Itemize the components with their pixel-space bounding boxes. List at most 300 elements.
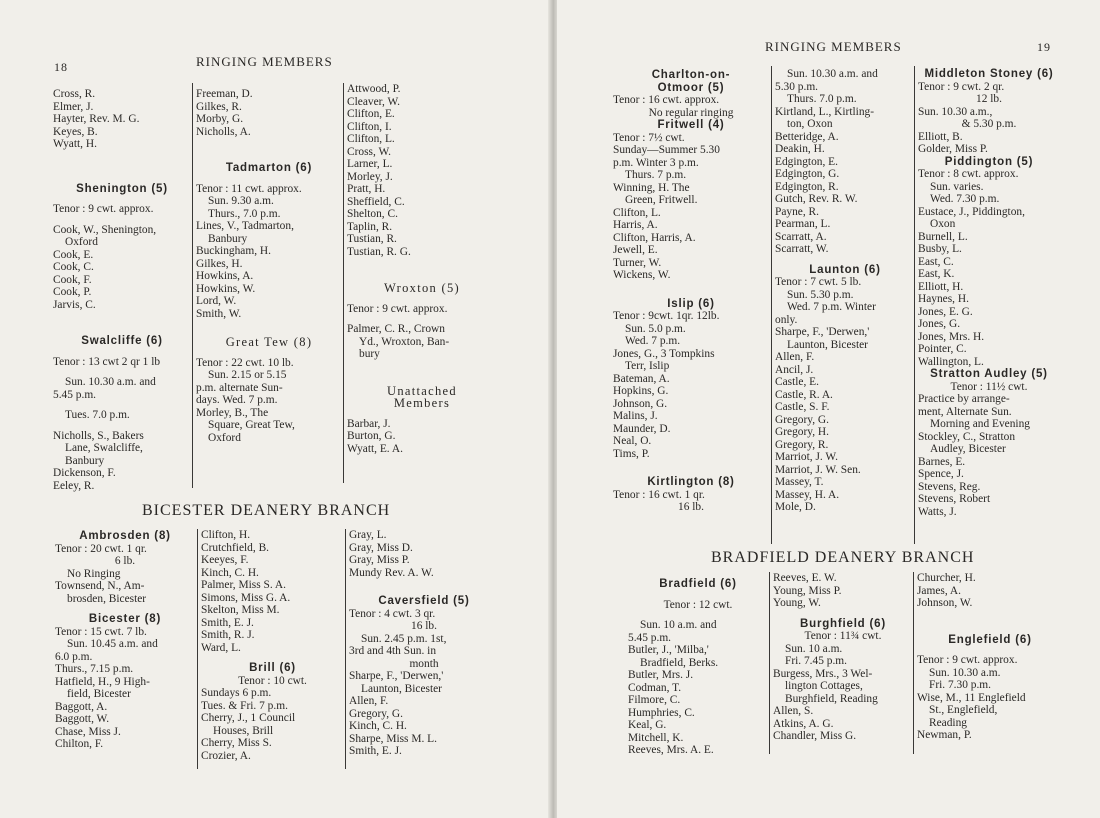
entry-line: Wed. 7 p.m. Winter	[787, 301, 876, 313]
entry-line: Sun. 10.30 a.m.	[929, 666, 1001, 679]
entry-line: Wise, M., 11 Englefield	[917, 691, 1026, 704]
spacer	[613, 460, 769, 476]
entry-line: Tenor : 16 cwt. 1 qr.	[613, 488, 705, 501]
entry-line: Newman, P.	[917, 729, 972, 741]
entry-line: East, K.	[918, 268, 955, 280]
entry-line: Tenor : 9cwt. 1qr. 12lb.	[613, 310, 720, 322]
entry-line: lington Cottages,	[785, 680, 863, 692]
entry-line: Castle, S. F.	[775, 401, 830, 413]
entry-line: Cross, W.	[347, 145, 391, 158]
entry-line: Wyatt, E. A.	[347, 442, 403, 455]
parish-heading: Swalcliffe (6)	[81, 335, 163, 347]
parish-heading: Unattached	[387, 384, 457, 397]
running-head: RINGING MEMBERS	[196, 54, 333, 69]
entry-line: Lane, Swalcliffe,	[65, 442, 143, 454]
entry-line: Cook, E.	[53, 248, 94, 261]
entry-line: Sheffield, C.	[347, 195, 405, 208]
entry-line: Bateman, A.	[613, 372, 670, 385]
entry-line: Morley, B., The	[196, 406, 269, 419]
entry-line: Thurs., 7.0 p.m.	[208, 207, 281, 220]
entry-line: Hayter, Rev. M. G.	[53, 113, 140, 125]
entry-line: Attwood, P.	[347, 83, 401, 95]
spacer	[53, 422, 191, 430]
entry-line: Sun. 5.0 p.m.	[625, 322, 686, 335]
entry-line: Reeves, E. W.	[773, 572, 837, 584]
entry-line: p.m. alternate Sun-	[196, 381, 283, 394]
entry-line: Baggott, A.	[55, 700, 108, 713]
branch-heading: BRADFIELD DEANERY BRANCH	[711, 549, 975, 566]
entry-line: Hopkins, G.	[613, 385, 669, 397]
parish-heading: Great Tew (8)	[225, 336, 313, 349]
entry-line: bury	[359, 348, 380, 360]
entry-line: Sun. 5.30 p.m.	[787, 288, 854, 301]
parish-heading: Members	[393, 397, 451, 410]
entry-line: Chandler, Miss G.	[773, 730, 857, 742]
entry-line: Tenor : 16 cwt. approx.	[613, 94, 720, 106]
parish-heading: Charlton-on-	[651, 69, 731, 81]
entry-line: Clifton, E.	[347, 108, 395, 120]
entry-line: Dickenson, F.	[53, 467, 116, 479]
entry-line: Tenor : 15 cwt. 7 lb.	[55, 625, 147, 638]
entry-line: Gregory, G.	[775, 413, 829, 426]
entry-line: Atkins, A. G.	[773, 717, 834, 730]
entry-line: Shelton, C.	[347, 208, 398, 220]
entry-line: Gutch, Rev. R. W.	[775, 193, 858, 205]
entry-line: Smith, E. J.	[349, 745, 402, 757]
entry-line: Tustian, R. G.	[347, 245, 411, 258]
entry-line: 6.0 p.m.	[55, 650, 93, 663]
entry-line: 6 lb.	[114, 555, 136, 567]
entry-line: Wallington, L.	[918, 355, 984, 368]
entry-line: Tenor : 11½ cwt.	[950, 380, 1028, 393]
entry-line: Larner, L.	[347, 158, 393, 170]
entry-line: Tenor : 7½ cwt.	[613, 131, 685, 144]
right-page	[557, 0, 1100, 818]
entry-line: Fri. 7.45 p.m.	[785, 655, 848, 667]
entry-line: Tustian, R.	[347, 233, 397, 245]
spacer	[53, 348, 191, 356]
column-2	[771, 66, 915, 544]
entry-line: Young, Miss P.	[773, 584, 842, 597]
entry-line: Marriot, J. W. Sen.	[775, 463, 861, 476]
entry-line: Tenor : 9 cwt. approx.	[347, 302, 448, 315]
entry-line: Oxford	[65, 236, 98, 248]
entry-line: Stevens, Robert	[918, 493, 991, 505]
entry-line: Tenor : 9 cwt. approx.	[917, 654, 1018, 666]
spacer	[196, 175, 342, 183]
parish-heading: Launton (6)	[809, 263, 881, 276]
branch-heading: BICESTER DEANERY BRANCH	[142, 502, 391, 519]
spacer	[53, 195, 191, 203]
entry-line: Gregory, H.	[775, 426, 829, 438]
entry-line: Sun. 10 a.m.	[785, 642, 843, 655]
entry-line: 3rd and 4th Sun. in	[349, 645, 437, 657]
entry-line: Cook, C.	[53, 261, 94, 273]
entry-line: Freeman, D.	[196, 88, 253, 100]
entry-line: field, Bicester	[67, 688, 131, 700]
entry-line: Sun. 10.30 a.m.,	[918, 105, 993, 118]
entry-line: Sun. 10 a.m. and	[640, 619, 717, 631]
entry-line: Sunday—Summer 5.30	[613, 144, 720, 156]
parish-heading: Otmoor (5)	[657, 81, 725, 94]
entry-line: Johnson, G.	[613, 397, 668, 410]
spacer	[917, 646, 1063, 654]
entry-line: Barbar, J.	[347, 417, 391, 430]
entry-line: Barnes, E.	[918, 455, 966, 468]
entry-line: Wed. 7.30 p.m.	[930, 193, 1000, 205]
entry-line: Haynes, H.	[918, 293, 969, 305]
entry-line: Thurs. 7 p.m.	[625, 169, 687, 181]
entry-line: Codman, T.	[628, 681, 682, 694]
entry-line: Filmore, C.	[628, 694, 681, 706]
column-3	[343, 83, 497, 483]
entry-line: Tenor : 13 cwt 2 qr 1 lb	[53, 355, 161, 368]
entry-line: Pearman, L.	[775, 218, 831, 230]
entry-line: Allen, F.	[775, 351, 815, 363]
entry-line: Castle, E.	[775, 376, 819, 388]
entry-line: Tenor : 9 cwt. approx.	[53, 203, 154, 215]
entry-line: Elliott, H.	[918, 280, 964, 293]
entry-line: Sundays 6 p.m.	[201, 687, 272, 699]
entry-line: Ward, L.	[201, 641, 241, 654]
entry-line: Houses, Brill	[213, 724, 274, 737]
entry-line: Burgess, Mrs., 3 Wel-	[773, 667, 873, 680]
entry-line: Sharpe, F., 'Derwen,'	[349, 670, 444, 682]
entry-line: Terr, Islip	[625, 360, 670, 372]
entry-line: brosden, Bicester	[67, 592, 147, 605]
entry-line: Howkins, A.	[196, 270, 254, 282]
entry-line: St., Englefield,	[929, 704, 998, 716]
entry-line: No regular ringing	[648, 106, 734, 119]
entry-line: Edgington, R.	[775, 180, 839, 193]
entry-line: Practice by arrange-	[918, 393, 1010, 405]
entry-line: 5.45 p.m.	[628, 631, 672, 644]
entry-line: only.	[775, 313, 798, 326]
spacer	[917, 610, 1063, 634]
parish-heading: Caversfield (5)	[378, 595, 470, 607]
parish-heading: Fritwell (4)	[657, 119, 725, 131]
entry-line: Palmer, C. R., Crown	[347, 323, 445, 335]
entry-line: Stockley, C., Stratton	[918, 430, 1016, 443]
column-1	[613, 69, 769, 514]
spacer	[196, 138, 342, 162]
entry-line: Butler, J., 'Milba,'	[628, 644, 709, 656]
spacer	[53, 401, 191, 409]
entry-line: Churcher, H.	[917, 572, 976, 584]
entry-line: Wickens, W.	[613, 269, 671, 281]
spacer	[196, 349, 342, 357]
entry-line: Bradfield, Berks.	[640, 656, 719, 669]
entry-line: Yd., Wroxton, Ban-	[359, 335, 450, 348]
spacer	[349, 579, 499, 595]
entry-line: Eustace, J., Piddington,	[918, 205, 1025, 218]
entry-line: Taplin, R.	[347, 220, 393, 233]
entry-line: Lines, V., Tadmarton,	[196, 220, 294, 232]
entry-line: Jewell, E.	[613, 244, 658, 256]
page-number: 18	[54, 60, 68, 74]
lower-column-2	[197, 529, 344, 769]
column-3	[914, 66, 1060, 544]
entry-line: Pointer, C.	[918, 343, 967, 355]
entry-line: Harris, A.	[613, 219, 658, 231]
entry-line: 5.45 p.m.	[53, 388, 97, 401]
entry-line: Tenor : 11 cwt. approx.	[196, 182, 302, 195]
entry-line: ment, Alternate Sun.	[918, 405, 1012, 418]
entry-line: Golder, Miss P.	[918, 143, 988, 155]
parish-heading: Bradfield (6)	[659, 578, 737, 590]
entry-line: Pratt, H.	[347, 183, 386, 195]
entry-line: Clifton, H.	[201, 529, 251, 541]
entry-line: Maunder, D.	[613, 422, 671, 435]
entry-line: Castle, R. A.	[775, 388, 833, 401]
entry-line: Allen, F.	[349, 695, 389, 707]
entry-line: Audley, Bicester	[930, 443, 1006, 455]
entry-line: Neal, O.	[613, 435, 652, 447]
running-head: RINGING MEMBERS	[765, 39, 902, 54]
entry-line: Cleaver, W.	[347, 95, 401, 108]
entry-line: Jones, E. G.	[918, 305, 973, 318]
entry-line: Massey, H. A.	[775, 488, 840, 501]
parish-heading: Middleton Stoney (6)	[924, 68, 1054, 80]
entry-line: Burghfield, Reading	[785, 692, 878, 705]
entry-line: Stevens, Reg.	[918, 480, 981, 493]
entry-line: Massey, T.	[775, 476, 824, 488]
entry-line: Tenor : 11¾ cwt.	[804, 630, 882, 642]
parish-heading: Burghfield (6)	[800, 617, 886, 630]
entry-line: Tims, P.	[613, 447, 650, 460]
parish-heading: Kirtlington (8)	[647, 476, 735, 488]
parish-heading: Englefield (6)	[948, 633, 1032, 646]
entry-line: Jones, Mrs. H.	[918, 330, 985, 343]
spacer	[53, 151, 191, 183]
entry-line: Tenor : 8 cwt. approx.	[918, 168, 1019, 180]
entry-line: Gilkes, H.	[196, 257, 243, 270]
spacer	[773, 610, 913, 618]
entry-line: Betteridge, A.	[775, 130, 839, 143]
entry-line: Tenor : 12 cwt.	[663, 598, 733, 611]
column-2	[192, 83, 342, 488]
entry-line: Ancil, J.	[775, 363, 814, 376]
entry-line: Tenor : 22 cwt. 10 lb.	[196, 356, 294, 369]
entry-line: Smith, W.	[196, 307, 242, 320]
entry-line: Cherry, Miss S.	[201, 737, 272, 749]
entry-line: Skelton, Miss M.	[201, 604, 280, 616]
entry-line: Launton, Bicester	[787, 338, 868, 351]
entry-line: Reeves, Mrs. A. E.	[628, 744, 714, 756]
entry-line: Kirtland, L., Kirtling-	[775, 105, 875, 118]
entry-line: Square, Great Tew,	[208, 419, 295, 431]
entry-line: Scarratt, W.	[775, 243, 829, 255]
entry-line: Nicholls, A.	[196, 125, 251, 138]
entry-line: Palmer, Miss S. A.	[201, 579, 286, 591]
entry-line: Sun. varies.	[930, 180, 984, 193]
spacer	[628, 611, 768, 619]
entry-line: Tenor : 7 cwt. 5 lb.	[775, 276, 862, 288]
entry-line: Gray, L.	[349, 529, 387, 541]
entry-line: Sun. 10.45 a.m. and	[67, 638, 158, 650]
entry-line: Clifton, L.	[613, 206, 661, 219]
entry-line: 16 lb.	[678, 501, 704, 513]
entry-line: Howkins, W.	[196, 282, 256, 295]
entry-line: Cook, P.	[53, 286, 92, 298]
entry-line: Edgington, E.	[775, 155, 838, 168]
entry-line: Mundy Rev. A. W.	[349, 566, 434, 579]
entry-line: Butler, Mrs. J.	[628, 669, 694, 681]
entry-line: Malins, J.	[613, 410, 658, 422]
entry-line: Burton, G.	[347, 430, 396, 442]
entry-line: Wyatt, H.	[53, 138, 97, 150]
entry-line: Tenor : 4 cwt. 3 qr.	[349, 607, 436, 620]
entry-line: Kinch, C. H.	[201, 566, 259, 579]
spacer	[347, 361, 497, 385]
entry-line: Keeyes, F.	[201, 554, 249, 566]
column-1	[53, 88, 191, 492]
entry-line: Spence, J.	[918, 468, 964, 480]
entry-line: ton, Oxon	[787, 118, 833, 130]
entry-line: 5.30 p.m.	[775, 80, 819, 93]
lower-column-2	[769, 572, 913, 754]
entry-line: Kinch, C. H.	[349, 720, 407, 732]
spacer	[55, 605, 195, 613]
entry-line: Sun. 2.45 p.m. 1st,	[361, 632, 447, 645]
entry-line: Payne, R.	[775, 205, 819, 218]
parish-heading: Bicester (8)	[88, 613, 162, 625]
entry-line: Gregory, R.	[775, 438, 829, 451]
entry-line: month	[409, 657, 439, 670]
entry-line: Crutchfield, B.	[201, 541, 270, 554]
parish-heading: Wroxton (5)	[384, 282, 460, 295]
entry-line: Sun. 10.30 a.m. and	[65, 376, 156, 388]
spacer	[347, 315, 497, 323]
entry-line: Jones, G., 3 Tompkins	[613, 347, 715, 360]
entry-line: Jones, G.	[918, 318, 961, 330]
entry-line: No Ringing	[67, 567, 121, 580]
entry-line: Wed. 7 p.m.	[625, 335, 681, 347]
entry-line: Scarratt, A.	[775, 230, 827, 243]
page-number: 19	[1037, 40, 1051, 54]
entry-line: Sharpe, F., 'Derwen,'	[775, 326, 870, 338]
entry-line: Simons, Miss G. A.	[201, 591, 291, 604]
spacer	[628, 591, 768, 599]
entry-line: Townsend, N., Am-	[55, 580, 145, 592]
entry-line: Allen, S.	[773, 705, 814, 717]
spacer	[201, 654, 344, 662]
entry-line: Oxford	[208, 431, 241, 444]
entry-line: Cook, F.	[53, 273, 92, 286]
entry-line: Fri. 7.30 p.m.	[929, 679, 992, 691]
entry-line: Watts, J.	[918, 505, 957, 518]
parish-heading: Piddington (5)	[944, 155, 1034, 168]
entry-line: Gregory, G.	[349, 707, 403, 720]
entry-line: p.m. Winter 3 p.m.	[613, 156, 699, 169]
entry-line: Johnson, W.	[917, 597, 973, 609]
spacer	[53, 311, 191, 335]
entry-line: Morby, G.	[196, 113, 244, 125]
lower-column-3	[345, 529, 499, 769]
entry-line: Chase, Miss J.	[55, 725, 121, 738]
entry-line: Lord, W.	[196, 295, 237, 307]
entry-line: Keyes, B.	[53, 125, 98, 138]
entry-line: Burnell, L.	[918, 230, 968, 243]
entry-line: Gilkes, R.	[196, 100, 242, 113]
entry-line: Smith, R. J.	[201, 629, 255, 641]
entry-line: Morley, J.	[347, 170, 393, 183]
entry-line: Humphries, C.	[628, 706, 695, 719]
entry-line: & 5.30 p.m.	[961, 118, 1017, 130]
entry-line: Busby, L.	[918, 243, 962, 255]
parish-heading: Stratton Audley (5)	[930, 368, 1048, 380]
entry-line: Banbury	[208, 232, 248, 245]
spacer	[613, 282, 769, 298]
entry-line: Crozier, A.	[201, 749, 251, 762]
entry-line: 16 lb.	[411, 620, 437, 632]
entry-line: Cook, W., Shenington,	[53, 223, 157, 236]
entry-line: Green, Fritwell.	[625, 194, 698, 206]
entry-line: Marriot, J. W.	[775, 451, 838, 463]
entry-line: Sharpe, Miss M. L.	[349, 732, 437, 745]
entry-line: Morning and Evening	[930, 418, 1030, 430]
entry-line: Reading	[929, 716, 967, 729]
entry-line: Mole, D.	[775, 501, 816, 513]
spacer	[347, 295, 497, 303]
entry-line: Baggott, W.	[55, 713, 110, 725]
entry-line: Launton, Bicester	[361, 682, 442, 695]
entry-line: Tues. 7.0 p.m.	[65, 409, 130, 421]
entry-line: Cross, R.	[53, 88, 96, 100]
parish-heading: Tadmarton (6)	[225, 162, 313, 174]
entry-line: Cherry, J., 1 Council	[201, 712, 296, 724]
entry-line: Tues. & Fri. 7 p.m.	[201, 699, 288, 712]
entry-line: Smith, E. J.	[201, 616, 254, 629]
entry-line: Mitchell, K.	[628, 731, 684, 744]
entry-line: Elliott, B.	[918, 130, 963, 143]
entry-line: Tenor : 20 cwt. 1 qr.	[55, 542, 147, 555]
spacer	[53, 216, 191, 224]
entry-line: Clifton, I.	[347, 120, 392, 133]
entry-line: Edgington, G.	[775, 168, 840, 180]
entry-line: Gray, Miss D.	[349, 541, 413, 554]
entry-line: Elmer, J.	[53, 100, 94, 113]
entry-line: James, A.	[917, 584, 961, 597]
entry-line: Winning, H. The	[613, 181, 690, 194]
lower-column-1	[55, 530, 195, 751]
entry-line: Sun. 2.15 or 5.15	[208, 369, 287, 381]
entry-line: days. Wed. 7 p.m.	[196, 394, 278, 406]
entry-line: Deakin, H.	[775, 143, 825, 155]
entry-line: Chilton, F.	[55, 738, 104, 750]
parish-heading: Islip (6)	[667, 297, 715, 310]
spacer	[775, 256, 915, 264]
entry-line: Keal, G.	[628, 719, 667, 731]
entry-line: Tenor : 9 cwt. 2 qr.	[918, 80, 1005, 93]
entry-line: Clifton, L.	[347, 133, 395, 145]
entry-line: Hatfield, H., 9 High-	[55, 675, 150, 688]
entry-line: Thurs., 7.15 p.m.	[55, 663, 134, 675]
entry-line: Nicholls, S., Bakers	[53, 429, 144, 442]
entry-line: Banbury	[65, 454, 105, 467]
entry-line: 12 lb.	[976, 93, 1002, 105]
entry-line: Oxon	[930, 218, 956, 230]
entry-line: Turner, W.	[613, 256, 662, 269]
entry-line: Thurs. 7.0 p.m.	[787, 93, 857, 105]
spacer	[347, 258, 497, 282]
parish-heading: Shenington (5)	[76, 182, 168, 195]
spacer	[53, 368, 191, 376]
entry-line: Gray, Miss P.	[349, 554, 410, 566]
entry-line: Young, W.	[773, 597, 821, 609]
entry-line: Clifton, Harris, A.	[613, 231, 696, 244]
parish-heading: Brill (6)	[249, 662, 296, 674]
